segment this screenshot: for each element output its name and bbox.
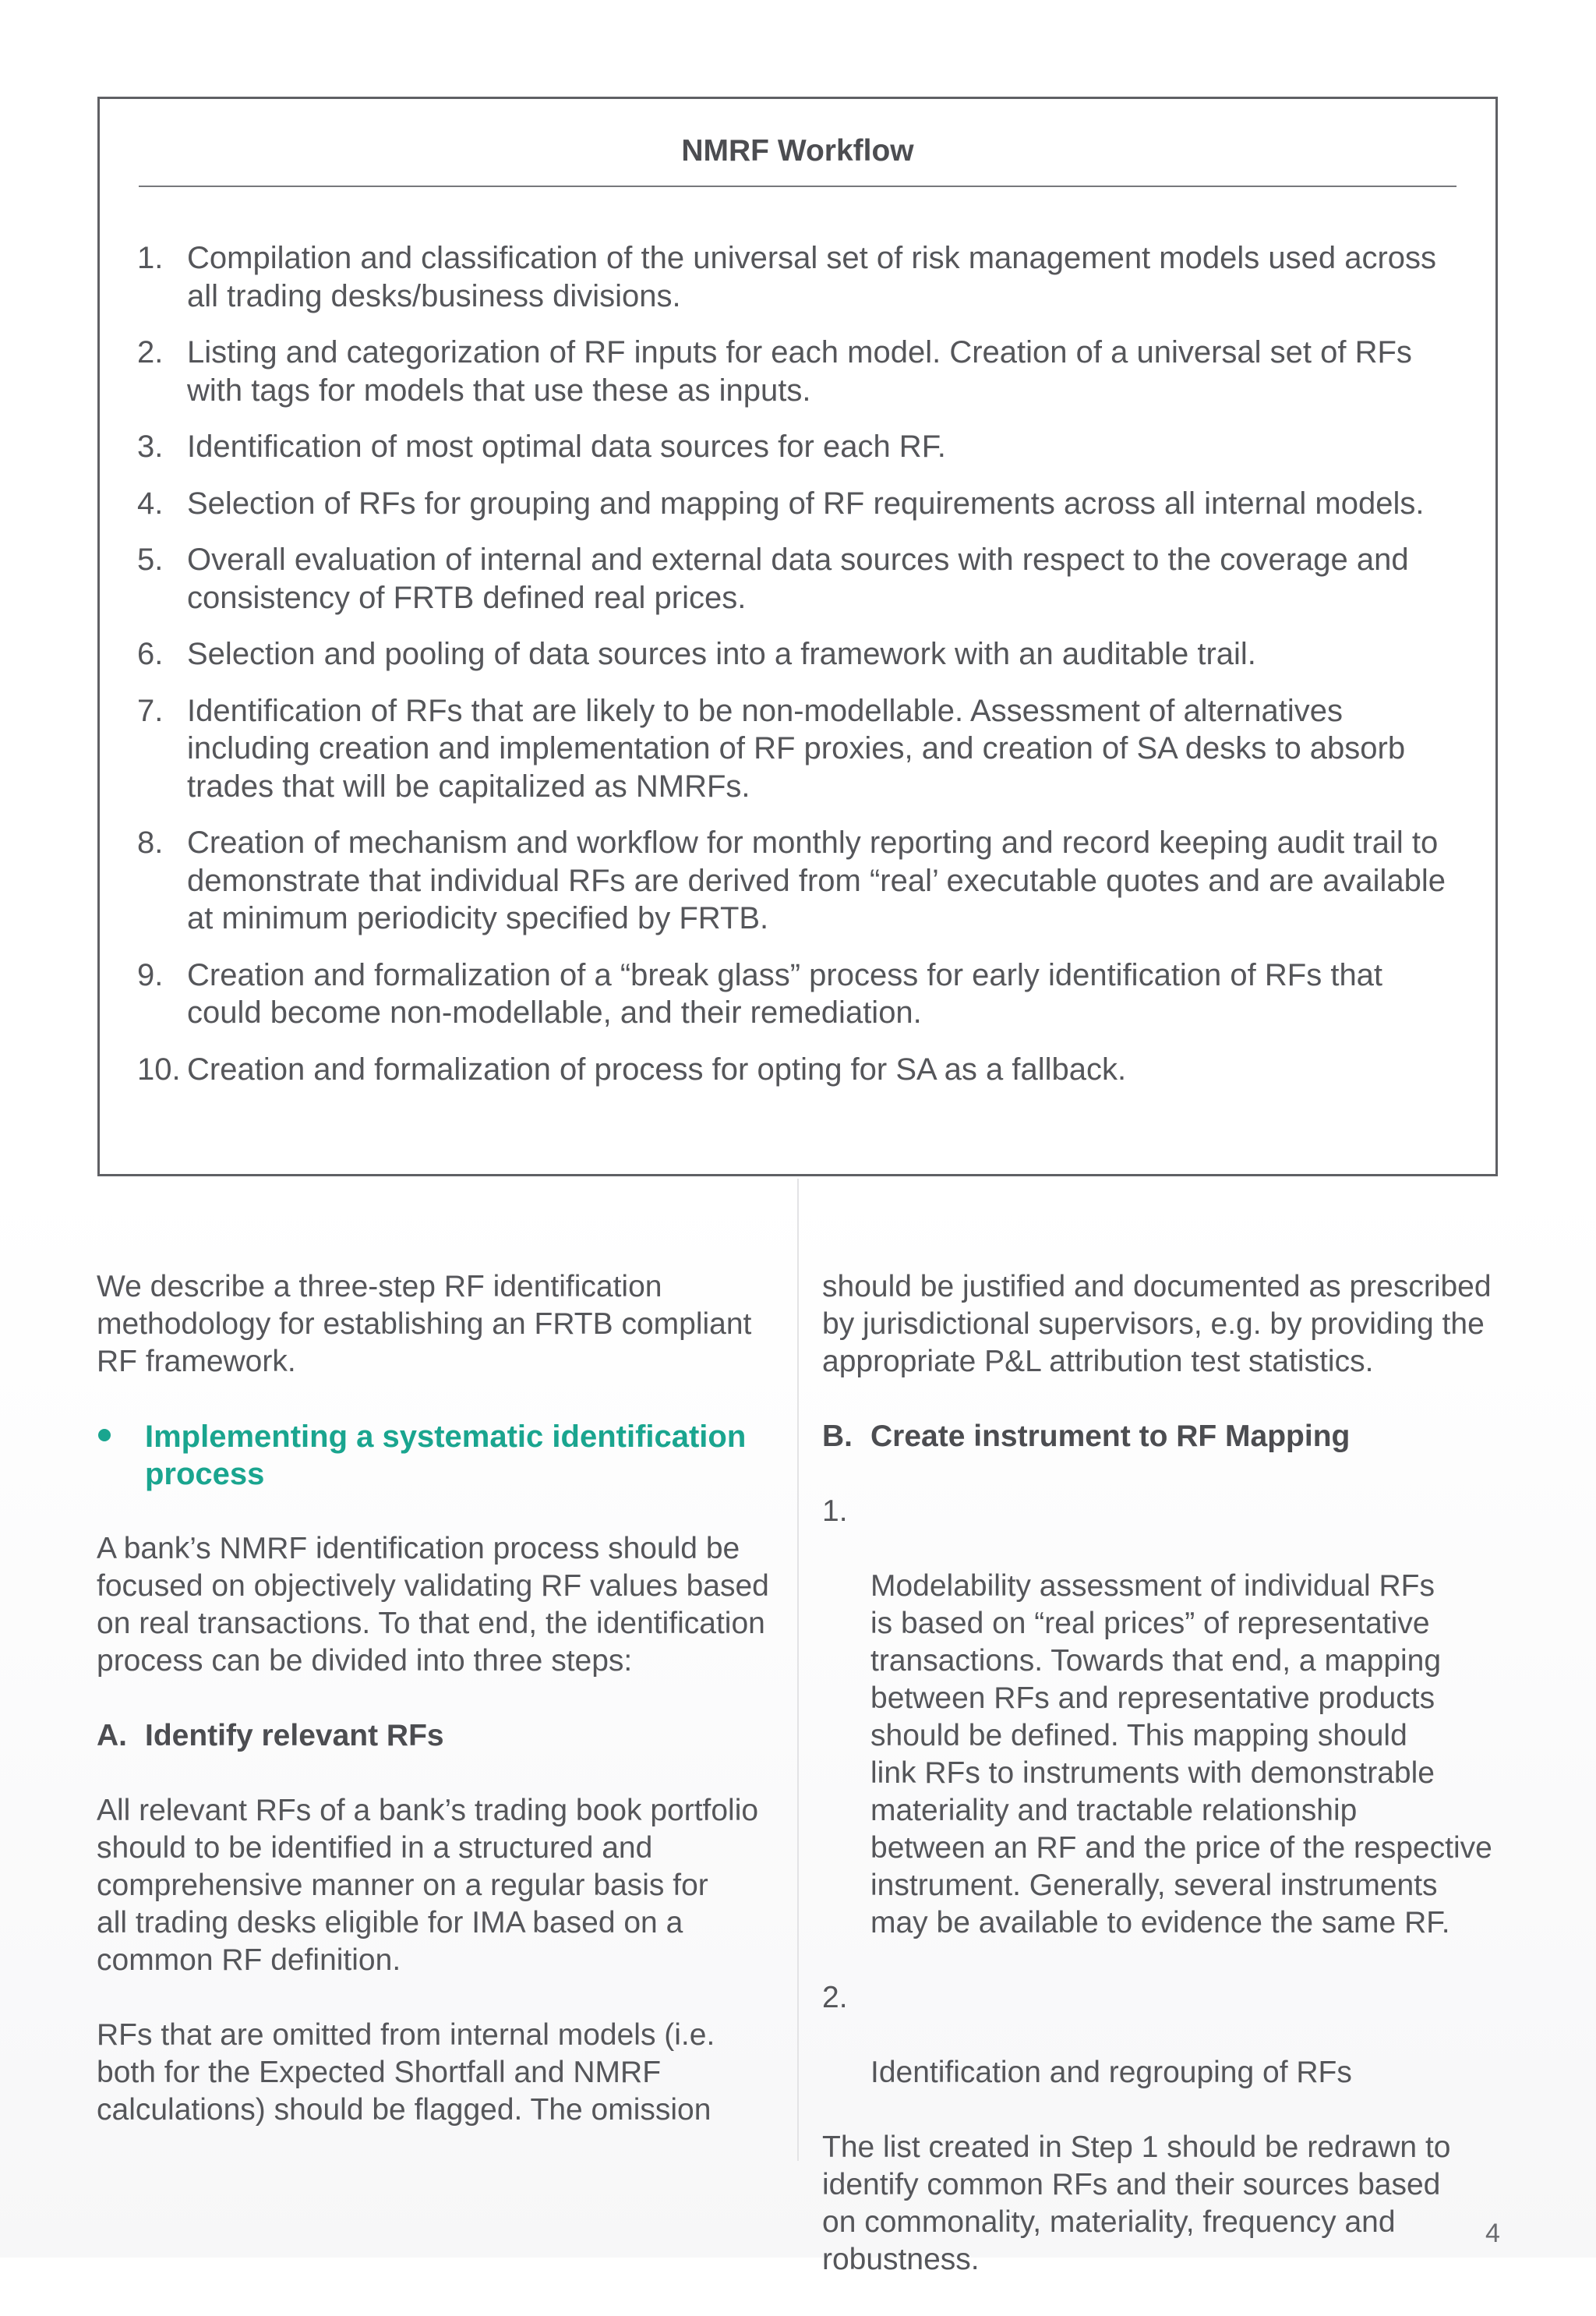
closing-paragraph: The list created in Step 1 should be redrawn to identify common RFs and their sources based on commonality, materiality, frequency and robustness. [822,2130,1451,2276]
workflow-title: NMRF Workflow [681,134,914,168]
workflow-item-number: 5. [137,543,164,577]
workflow-item-number: 6. [137,637,164,671]
title-divider [139,186,1457,187]
right-column [822,1268,1508,2316]
omitted-rfs-paragraph: RFs that are omitted from internal models (i.e. both for the Expected Shortfall and NMRF calculations) should be flagged. The omission [97,2018,715,2127]
workflow-item-text: Identification of most optimal data sources for each RF. [187,430,946,464]
workflow-item-number: 10. [137,1052,181,1087]
workflow-item [137,1051,1462,1089]
step-b-label: B. [822,1420,853,1453]
workflow-item-number: 4. [137,486,164,521]
workflow-item [137,692,1462,806]
workflow-item-number: 8. [137,826,164,860]
workflow-item-number: 7. [137,693,164,728]
workflow-item [137,541,1462,617]
workflow-item-text: Creation and formalization of process for opting for SA as a fallback. [187,1052,1127,1087]
page-number: 4 [1485,2219,1500,2248]
step-a-label: A. [97,1719,127,1752]
workflow-item-number: 9. [137,957,164,992]
workflow-item [137,635,1462,674]
bullet-icon [98,1429,111,1441]
workflow-item-number: 2. [137,335,164,369]
workflow-item-number: 1. [137,241,164,275]
workflow-item-text: Creation of mechanism and workflow for monthly reporting and record keeping audit trail to demonstrate that individual RFs are derived from “real’ executable quotes and are available at minimum periodicity specified by FRTB. [187,826,1446,935]
process-paragraph: A bank’s NMRF identification process should be focused on objectively validating RF values based on real transactions. To that end, the identification process can be divided into three steps: [97,1532,769,1678]
workflow-item-text: Selection and pooling of data sources into a framework with an auditable trail. [187,637,1256,671]
step-a-paragraph: All relevant RFs of a bank’s trading book portfolio should to be identified in a structured and comprehensive manner on a regular basis for all trading desks eligible for IMA based on a common RF definition. [97,1794,759,1977]
intro-paragraph: We describe a three-step RF identification methodology for establishing an FRTB compliant RF framework. [97,1270,752,1378]
section-heading-text: Implementing a systematic identification process [145,1420,747,1491]
workflow-list [137,239,1462,1107]
step-b-item [822,1979,1508,2091]
step-b-heading [822,1418,1508,1455]
workflow-item [137,428,1462,466]
workflow-item-text: Listing and categorization of RF inputs for each model. Creation of a universal set of RFs with tags for models that use these as inputs. [187,335,1412,408]
section-heading [97,1418,798,1493]
step-b-item-text: Identification and regrouping of RFs [870,2056,1352,2089]
workflow-item-text: Creation and formalization of a “break glass” process for early identification of RFs that could become non-modellable, and their remediation. [187,957,1383,1030]
step-b-item-number: 1. [822,1494,848,1528]
step-b-item-text: Modelability assessment of individual RFs is based on “real prices” of representative transactions. Towards that end, a mapping between RFs and representative products should be defined. This mapping should link RFs to instruments with demonstrable materiality and tractable relationship between an RF and the price of the respective instrument. Generally, several instruments may be available to evidence the same RF. [870,1569,1492,1939]
workflow-item-text: Selection of RFs for grouping and mapping of RF requirements across all internal models. [187,486,1425,521]
step-a-heading [97,1717,798,1755]
step-b-title: Create instrument to RF Mapping [870,1420,1351,1453]
step-b-item-number: 2. [822,1981,848,2014]
continuation-paragraph: should be justified and documented as prescribed by jurisdictional supervisors, e.g. by providing the appropriate P&L attribution test statistics. [822,1270,1492,1378]
workflow-item-text: Compilation and classification of the universal set of risk management models used across all trading desks/business divisions. [187,241,1437,313]
nmrf-workflow-box [97,97,1498,1176]
left-column [97,1268,798,2166]
workflow-item [137,824,1462,938]
step-b-item [822,1493,1508,1942]
step-a-title: Identify relevant RFs [145,1719,444,1752]
workflow-item [137,334,1462,409]
workflow-item [137,239,1462,315]
workflow-item [137,956,1462,1032]
workflow-item [137,485,1462,523]
workflow-item-text: Identification of RFs that are likely to be non-modellable. Assessment of alternatives including creation and implementation of RF proxies, and creation of SA desks to absorb trades that will be capitalized as NMRFs. [187,693,1406,804]
workflow-item-number: 3. [137,430,164,464]
workflow-item-text: Overall evaluation of internal and external data sources with respect to the coverage and consistency of FRTB defined real prices. [187,543,1409,615]
